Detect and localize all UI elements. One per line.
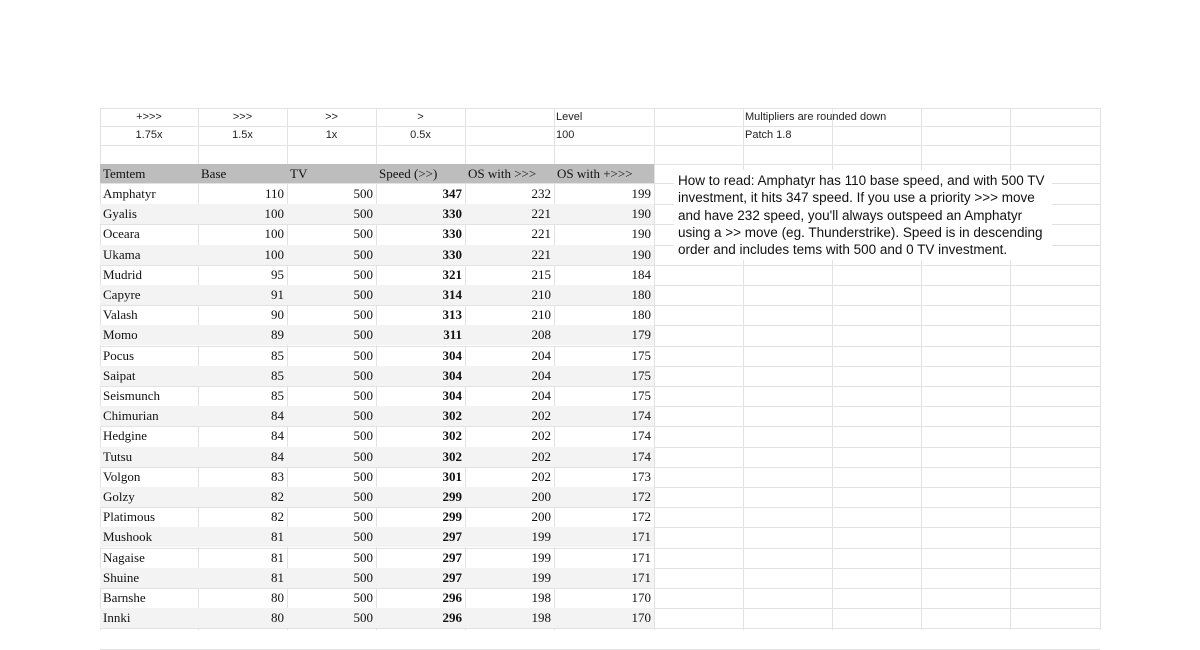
temtem-name-cell[interactable]: Oceara (103, 226, 140, 242)
table-cell[interactable]: 100 (264, 246, 284, 262)
table-cell[interactable]: 80 (271, 590, 284, 605)
top-cell[interactable]: > (417, 111, 424, 123)
table-cell[interactable]: 500 (353, 610, 373, 626)
table-cell[interactable]: 215 (531, 266, 551, 282)
table-cell[interactable]: 500 (353, 226, 373, 242)
table-cell[interactable]: 174 (631, 448, 651, 464)
table-cell[interactable]: 297 (442, 569, 462, 585)
table-cell[interactable]: 180 (631, 287, 651, 302)
table-cell[interactable]: 302 (442, 428, 462, 444)
table-cell[interactable]: 171 (631, 549, 651, 565)
table-cell[interactable]: 173 (631, 468, 651, 484)
temtem-name-cell[interactable]: Barnshe (103, 590, 146, 605)
table-cell[interactable]: 202 (531, 408, 551, 424)
table-cell[interactable]: 500 (353, 590, 373, 605)
table-cell[interactable]: 500 (353, 287, 373, 302)
table-cell[interactable]: 221 (531, 206, 551, 222)
table-cell[interactable]: 330 (442, 246, 462, 262)
top-cell[interactable]: 0.5x (410, 129, 431, 141)
temtem-name-cell[interactable]: Gyalis (103, 206, 137, 222)
column-header[interactable]: TV (290, 166, 308, 181)
table-cell[interactable]: 299 (442, 509, 462, 525)
table-cell[interactable]: 296 (442, 590, 462, 605)
table-cell[interactable]: 81 (271, 529, 284, 545)
table-cell[interactable]: 297 (442, 529, 462, 545)
table-cell[interactable]: 500 (353, 529, 373, 545)
table-cell[interactable]: 304 (442, 347, 462, 363)
table-cell[interactable]: 202 (531, 448, 551, 464)
table-cell[interactable]: 85 (271, 367, 284, 383)
temtem-name-cell[interactable]: Mudrid (103, 266, 142, 282)
table-cell[interactable]: 84 (271, 408, 284, 424)
table-cell[interactable]: 110 (264, 186, 284, 201)
table-cell[interactable]: 500 (353, 549, 373, 565)
temtem-name-cell[interactable]: Momo (103, 327, 138, 343)
grid-row-line (100, 649, 1100, 650)
table-cell[interactable]: 190 (631, 246, 651, 262)
table-cell[interactable]: 313 (442, 307, 462, 323)
table-cell[interactable]: 180 (631, 307, 651, 323)
top-cell[interactable]: Multipliers are rounded down (745, 111, 887, 123)
table-cell[interactable]: 500 (353, 307, 373, 323)
table-cell[interactable]: 330 (442, 206, 462, 222)
table-cell[interactable]: 208 (531, 327, 551, 343)
temtem-name-cell[interactable]: Nagaise (103, 549, 145, 565)
temtem-name-cell[interactable]: Volgon (103, 468, 141, 484)
table-cell[interactable]: 199 (531, 549, 551, 565)
temtem-name-cell[interactable]: Innki (103, 610, 131, 626)
table-cell[interactable]: 311 (443, 327, 462, 343)
top-cell[interactable]: >> (325, 111, 338, 123)
table-cell[interactable]: 302 (442, 448, 462, 464)
table-cell[interactable]: 299 (442, 489, 462, 504)
table-cell[interactable]: 172 (631, 509, 651, 525)
table-cell[interactable]: 500 (353, 266, 373, 282)
table-cell[interactable]: 171 (631, 569, 651, 585)
table-cell[interactable]: 81 (271, 569, 284, 585)
table-cell[interactable]: 500 (353, 246, 373, 262)
table-cell[interactable]: 200 (531, 509, 551, 525)
grid-column-line (654, 108, 655, 630)
table-cell[interactable]: 171 (631, 529, 651, 545)
table-cell[interactable]: 84 (271, 448, 284, 464)
temtem-name-cell[interactable]: Chimurian (103, 408, 159, 424)
table-cell[interactable]: 296 (442, 610, 462, 626)
table-cell[interactable]: 500 (353, 428, 373, 444)
column-header[interactable]: OS with +>>> (557, 166, 633, 181)
temtem-name-cell[interactable]: Golzy (103, 489, 135, 504)
table-cell[interactable]: 199 (531, 529, 551, 545)
table-cell[interactable]: 95 (271, 266, 284, 282)
grid-column-line (1100, 108, 1101, 630)
table-cell[interactable]: 85 (271, 347, 284, 363)
table-cell[interactable]: 80 (271, 610, 284, 626)
column-header[interactable]: Speed (>>) (379, 166, 438, 181)
table-cell[interactable]: 500 (353, 367, 373, 383)
table-cell[interactable]: 232 (531, 186, 551, 201)
temtem-name-cell[interactable]: Capyre (103, 287, 141, 302)
table-cell[interactable]: 314 (442, 287, 462, 302)
top-cell[interactable]: 1.5x (232, 129, 253, 141)
table-cell[interactable]: 89 (271, 327, 284, 343)
top-cell[interactable]: Level (556, 111, 583, 123)
table-cell[interactable]: 190 (631, 206, 651, 222)
table-cell[interactable]: 210 (531, 287, 551, 302)
table-cell[interactable]: 500 (353, 186, 373, 201)
table-cell[interactable]: 210 (531, 307, 551, 323)
table-cell[interactable]: 221 (531, 246, 551, 262)
table-cell[interactable]: 85 (271, 388, 284, 403)
table-cell[interactable]: 81 (271, 549, 284, 565)
column-header[interactable]: Base (201, 166, 227, 181)
table-cell[interactable]: 221 (531, 226, 551, 242)
temtem-name-cell[interactable]: Saipat (103, 367, 136, 383)
table-cell[interactable]: 304 (442, 367, 462, 383)
temtem-name-cell[interactable]: Amphatyr (103, 186, 156, 201)
temtem-name-cell[interactable]: Seismunch (103, 388, 161, 403)
table-cell[interactable]: 184 (631, 266, 651, 282)
top-cell[interactable]: >>> (232, 111, 253, 123)
table-cell[interactable]: 204 (531, 347, 551, 363)
table-cell[interactable]: 202 (531, 468, 551, 484)
table-cell[interactable]: 175 (631, 367, 651, 383)
top-cell[interactable]: Patch 1.8 (745, 129, 792, 141)
table-cell[interactable]: 500 (353, 388, 373, 403)
table-cell[interactable]: 500 (353, 509, 373, 525)
temtem-name-cell[interactable]: Pocus (103, 347, 135, 363)
table-cell[interactable]: 174 (631, 408, 651, 424)
table-cell[interactable]: 500 (353, 569, 373, 585)
table-cell[interactable]: 174 (631, 428, 651, 444)
table-cell[interactable]: 500 (353, 468, 373, 484)
table-cell[interactable]: 199 (631, 186, 651, 201)
table-cell[interactable]: 84 (271, 428, 284, 444)
table-cell[interactable]: 500 (353, 327, 373, 343)
table-cell[interactable]: 301 (442, 468, 462, 484)
table-cell[interactable]: 500 (353, 206, 373, 222)
table-cell[interactable]: 302 (442, 408, 462, 424)
table-cell[interactable]: 500 (353, 489, 373, 504)
table-cell[interactable]: 500 (353, 408, 373, 424)
table-cell[interactable]: 330 (442, 226, 462, 242)
table-cell[interactable]: 100 (264, 226, 284, 242)
column-header[interactable]: Temtem (103, 166, 146, 181)
table-cell[interactable]: 204 (531, 367, 551, 383)
table-cell[interactable]: 82 (271, 509, 284, 525)
how-to-read-note: How to read: Amphatyr has 110 base speed, and with 500 TV investment, it hits 347 speed. If you use a priority >>> move and have 232 speed, you'll always outspeed an Amphatyr using a >> move (eg. Thunderstrike). Speed is in descending order and includes tems with 500 and 0 TV investment. (674, 170, 1052, 260)
table-cell[interactable]: 170 (631, 610, 651, 626)
table-cell[interactable]: 204 (531, 388, 551, 403)
table-cell[interactable]: 297 (442, 549, 462, 565)
table-cell[interactable]: 91 (271, 287, 284, 302)
table-cell[interactable]: 304 (442, 388, 462, 403)
table-cell[interactable]: 170 (631, 590, 651, 605)
temtem-name-cell[interactable]: Platimous (103, 509, 156, 525)
temtem-name-cell[interactable]: Mushook (103, 529, 153, 545)
table-cell[interactable]: 500 (353, 347, 373, 363)
top-cell[interactable]: +>>> (136, 111, 162, 123)
table-cell[interactable]: 202 (531, 428, 551, 444)
table-cell[interactable]: 179 (631, 327, 651, 343)
grid-row-line (100, 145, 1100, 146)
table-cell[interactable]: 175 (631, 347, 651, 363)
spreadsheet (100, 108, 1100, 630)
table-cell[interactable]: 83 (271, 468, 284, 484)
table-cell[interactable]: 90 (271, 307, 284, 323)
table-cell[interactable]: 347 (442, 186, 462, 201)
top-cell[interactable]: 1x (325, 129, 338, 141)
table-cell[interactable]: 198 (531, 610, 551, 626)
temtem-name-cell[interactable]: Tutsu (103, 448, 133, 464)
top-cell[interactable]: 1.75x (135, 129, 163, 141)
temtem-name-cell[interactable]: Hedgine (103, 428, 148, 444)
table-cell[interactable]: 100 (264, 206, 284, 222)
table-cell[interactable]: 175 (631, 388, 651, 403)
temtem-name-cell[interactable]: Valash (103, 307, 138, 323)
table-cell[interactable]: 200 (531, 489, 551, 504)
column-header[interactable]: OS with >>> (468, 166, 537, 181)
temtem-name-cell[interactable]: Shuine (103, 569, 140, 585)
temtem-name-cell[interactable]: Ukama (103, 246, 141, 262)
table-cell[interactable]: 172 (631, 489, 651, 504)
table-cell[interactable]: 198 (531, 590, 551, 605)
top-cell[interactable]: 100 (556, 129, 575, 141)
table-cell[interactable]: 500 (353, 448, 373, 464)
table-cell[interactable]: 82 (271, 489, 284, 504)
table-cell[interactable]: 190 (631, 226, 651, 242)
grid-row-line (100, 628, 1100, 629)
table-cell[interactable]: 199 (531, 569, 551, 585)
table-cell[interactable]: 321 (442, 266, 462, 282)
